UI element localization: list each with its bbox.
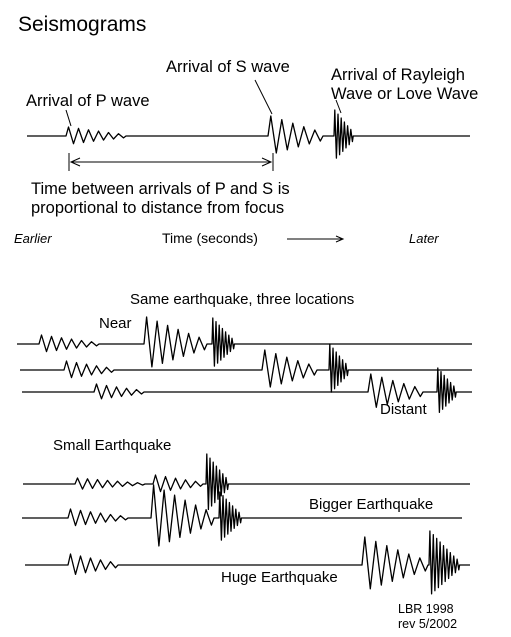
p-wave-label: Arrival of P wave	[26, 92, 150, 110]
axis-time-label: Time (seconds)	[162, 230, 258, 246]
s-wave-pointer	[255, 80, 272, 114]
credit-line1: LBR 1998	[398, 602, 454, 616]
small-earthquake-label: Small Earthquake	[53, 437, 172, 454]
credit-line2: rev 5/2002	[398, 617, 458, 631]
s-wave-label: Arrival of S wave	[166, 58, 290, 76]
p-wave-pointer	[66, 110, 71, 126]
distance-section-heading: Same earthquake, three locations	[130, 291, 355, 308]
trace-near	[17, 317, 472, 367]
trace-reference	[27, 110, 470, 158]
surface-wave-label-line1: Arrival of Rayleigh	[331, 66, 465, 84]
page-title: Seismograms	[18, 13, 147, 36]
huge-earthquake-label: Huge Earthquake	[221, 569, 338, 586]
axis-later-label: Later	[409, 231, 439, 246]
bigger-earthquake-label: Bigger Earthquake	[309, 496, 434, 513]
surface-wave-label-line2: Wave or Love Wave	[331, 85, 479, 103]
near-label: Near	[99, 315, 132, 332]
distant-label: Distant	[380, 401, 427, 418]
interval-caption-line1: Time between arrivals of P and S is	[31, 180, 290, 198]
interval-caption-line2: proportional to distance from focus	[31, 199, 285, 217]
axis-earlier-label: Earlier	[14, 231, 52, 246]
trace-bigger-earthquake	[22, 485, 462, 546]
